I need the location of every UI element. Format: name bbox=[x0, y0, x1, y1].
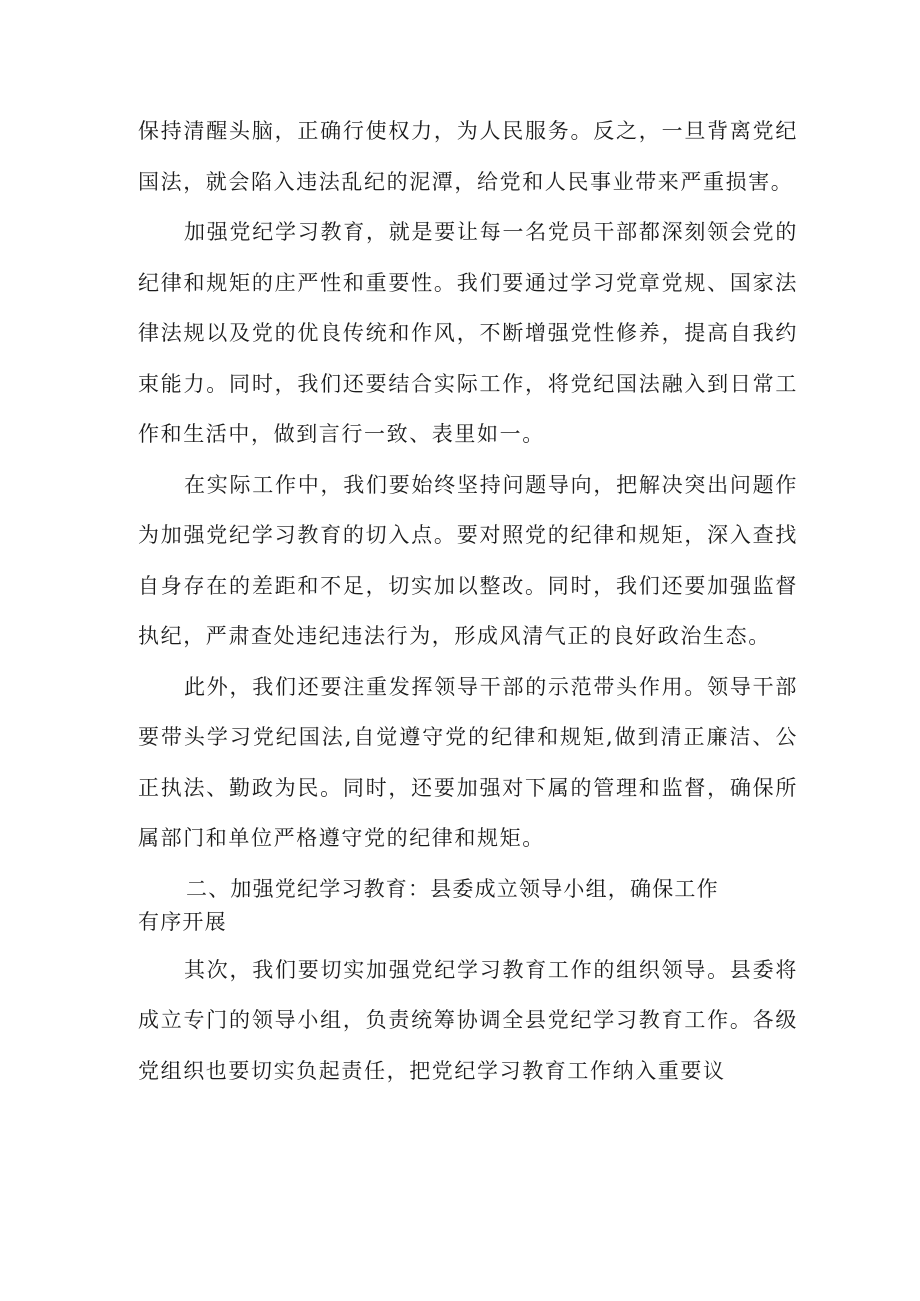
paragraph: 在实际工作中，我们要始终坚持问题导向，把解决突出问题作为加强党纪学习教育的切入点。要对照党的纪律和规矩，深入查找自身存在的差距和不足，切实加以整改。同时，我们还要加强监督执纪，严肃查处违纪违法行为，形成风清气正的良好政治生态。 bbox=[138, 472, 798, 648]
paragraph: 其次，我们要切实加强党纪学习教育工作的组织领导。县委将成立专门的领导小组，负责统筹协调全县党纪学习教育工作。各级党组织也要切实负起责任，把党纪学习教育工作纳入重要议 bbox=[138, 957, 798, 1083]
paragraph: 保持清醒头脑，正确行使权力，为人民服务。反之，一旦背离党纪国法，就会陷入违法乱纪的泥潭，给党和人民事业带来严重损害。 bbox=[138, 119, 798, 194]
paragraph: 此外，我们还要注重发挥领导干部的示范带头作用。领导干部要带头学习党纪国法,自觉遵守党的纪律和规矩,做到清正廉洁、公正执法、勤政为民。同时，还要加强对下属的管理和监督，确保所属部门和单位严格遵守党的纪律和规矩。 bbox=[138, 674, 798, 850]
paragraph: 加强党纪学习教育，就是要让每一名党员干部都深刻领会党的纪律和规矩的庄严性和重要性。我们要通过学习党章党规、国家法律法规以及党的优良传统和作风，不断增强党性修养，提高自我约束能力。同时，我们还要结合实际工作，将党纪国法融入到日常工作和生活中，做到言行一致、表里如一。 bbox=[138, 220, 798, 446]
section-heading: 二、加强党纪学习教育：县委成立领导小组，确保工作有序开展 bbox=[138, 876, 719, 934]
document-page bbox=[138, 106, 798, 1096]
